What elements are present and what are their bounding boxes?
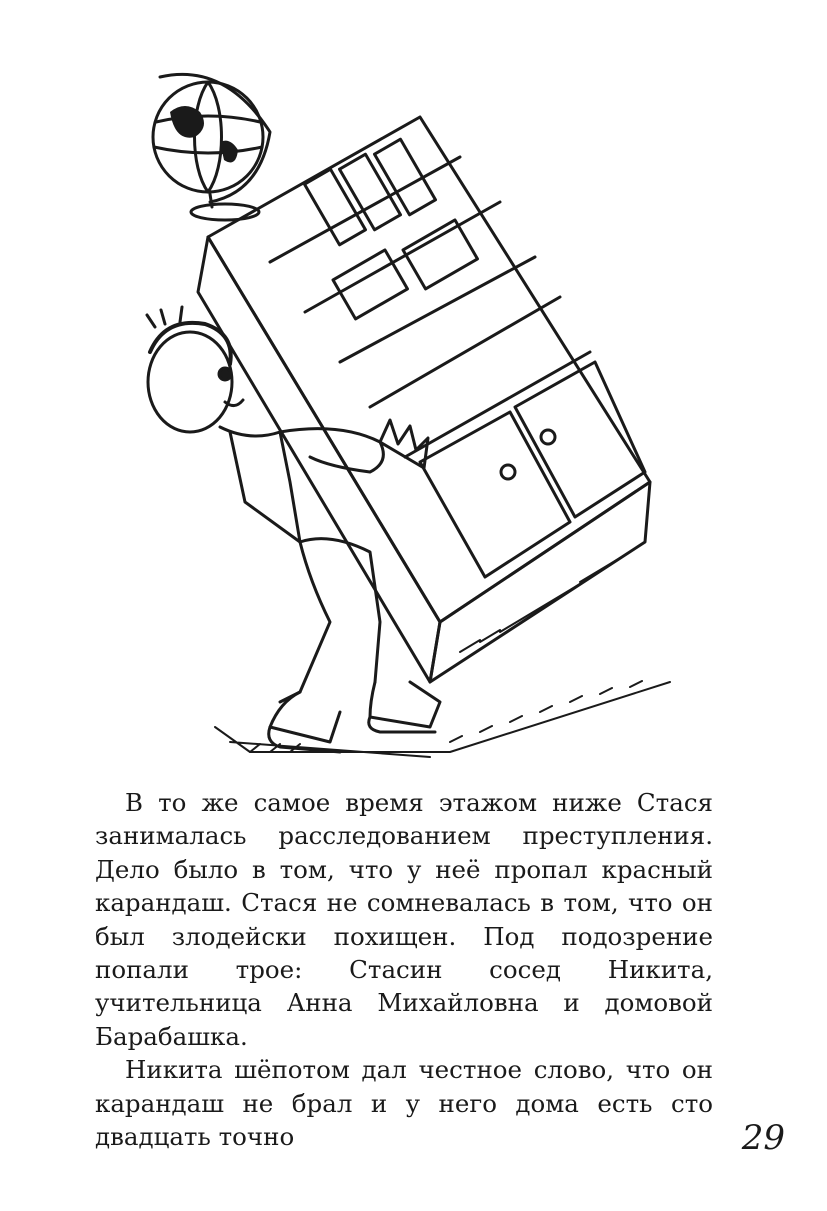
boy-figure-icon (147, 307, 440, 752)
paragraph-2: Никита шёпотом дал честное слово, что он карандаш не брал и у него дома есть сто двадцать точно (95, 1055, 713, 1152)
page-number: 29 (741, 1118, 785, 1158)
boy-carrying-bookcase-illustration (130, 62, 690, 762)
bookcase-icon (198, 117, 650, 682)
body-text (95, 786, 713, 1153)
globe-icon (153, 74, 270, 220)
paragraph-1: В то же самое время этажом ниже Стася занималась расследованием преступления. Дело было в том, что у неё пропал красный карандаш. Стася не сомневалась в том, что он был злодейски похищен. Под подозрение попали трое: Стасин сосед Никита, учительница Анна Михайловна и домовой Барабашка. (95, 788, 713, 1051)
